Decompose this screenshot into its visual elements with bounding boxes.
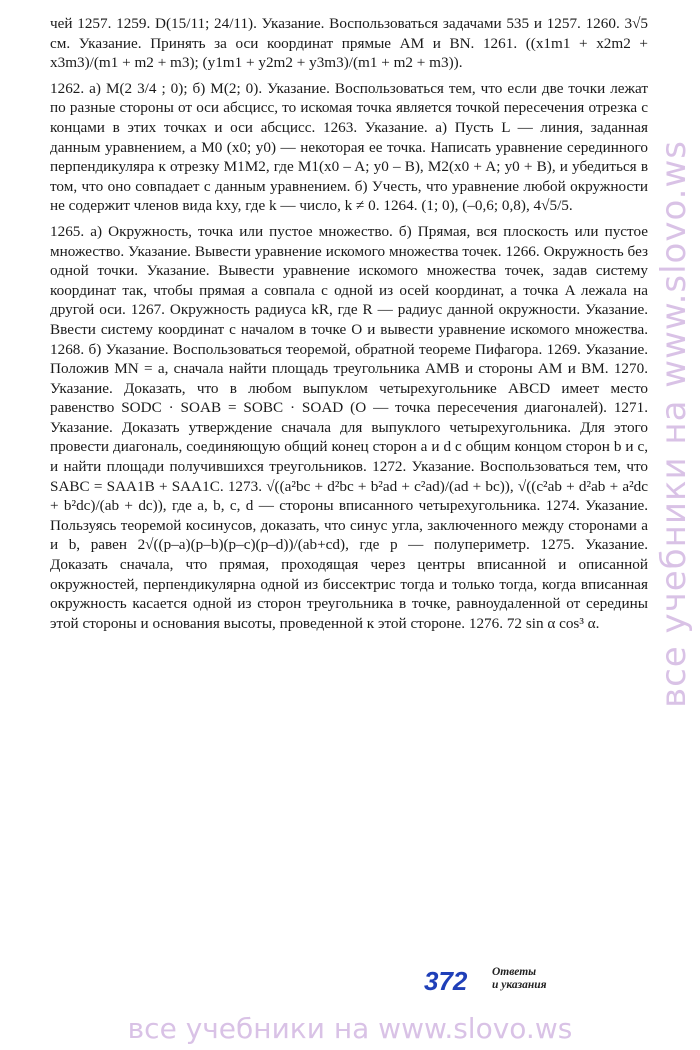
- side-watermark: все учебники на www.slovo.ws: [654, 140, 694, 708]
- bottom-watermark: все учебники на www.slovo.ws: [127, 1012, 573, 1045]
- paragraph-1259-1261: чей 1257. 1259. D(15/11; 24/11). Указание. Воспользоваться задачами 535 и 1257. 1260. 3√5 см. Указание. Принять за оси координат прямые AM и BN. 1261. ((x1m1 + x2m2 + x3m3)/(m1 + m2 + m3); (y1m1 + y2m2 + y3m3)/(m1 + m2 + m3)).: [50, 15, 648, 72]
- section-title-line1: Ответы: [492, 966, 537, 978]
- section-title-line2: и указания: [492, 979, 547, 991]
- section-title: [492, 966, 547, 992]
- page-number: 372: [424, 966, 468, 996]
- page-body: [50, 14, 648, 635]
- paragraph-1265-1276: 1265. а) Окружность, точка или пустое множество. б) Прямая, вся плоскость или пустое множество. Указание. Вывести уравнение искомого множества точек. 1266. Окружность без одной точки. Указание. Вывести уравнение искомого множества точек, задав систему координат так, чтобы прямая a совпала с одной из осей координат, а точка A лежала на другой оси. 1267. Окружность радиуса kR, где R — радиус данной окружности. Указание. Ввести систему координат с началом в точке O и вывести уравнение искомого множества. 1268. б) Указание. Воспользоваться теоремой, обратной теореме Пифагора. 1269. Указание. Положив MN = a, сначала найти площадь треугольника AMB и стороны AM и BM. 1270. Указание. Доказать, что в любом выпуклом четырехугольнике ABCD имеет место равенство SODC · SOAB = SOBC · SOAD (O — точка пересечения диагоналей). 1271. Указание. Доказать утверждение сначала для выпуклого четырехугольника. Для этого провести диагональ, соединяющую общий конец сторон a и d с общим концом сторон b и c, и найти площади получившихся треугольников. 1272. Указание. Воспользоваться тем, что SABC = SAA1B + SAA1C. 1273. √((a²bc + d²bc + b²ad + c²ad)/(ad + bc)), √((c²ab + d²ab + a²dc + b²dc)/(ab + dc)), где a, b, c, d — стороны вписанного четырехугольника. 1274. Указание. Пользуясь теоремой косинусов, доказать, что синус угла, заключенного между сторонами a и b, равен 2√((p–a)(p–b)(p–c)(p–d))/(ab+cd), где p — полупериметр. 1275. Указание. Доказать сначала, что прямая, проходящая через центры вписанной и описанной окружностей, перпендикулярна одной из биссектрис тогда и только тогда, когда вписанная окружность касается одной из сторон треугольника в точке, равноудаленной от середины этой стороны и основания высоты, проведенной к этой стороне. 1276. 72 sin α cos³ α.: [50, 222, 648, 632]
- paragraph-1262-1264: 1262. а) M(2 3/4 ; 0); б) M(2; 0). Указание. Воспользоваться тем, что если две точки лежат по разные стороны от оси абсцисс, то искомая точка является точкой пересечения отрезка с концами в этих точках и оси абсцисс. 1263. Указание. а) Пусть L — линия, заданная данным уравнением, а M0 (x0; y0) — некоторая ее точка. Написать уравнение серединного перпендикуляра к отрезку M1M2, где M1(x0 – A; y0 – B), M2(x0 + A; y0 + B), и убедиться в том, что оно совпадает с данным уравнением. б) Учесть, что уравнение любой окружности не содержит членов вида kxy, где k — число, k ≠ 0. 1264. (1; 0), (–0,6; 0,8), 4√5/5.: [50, 79, 648, 215]
